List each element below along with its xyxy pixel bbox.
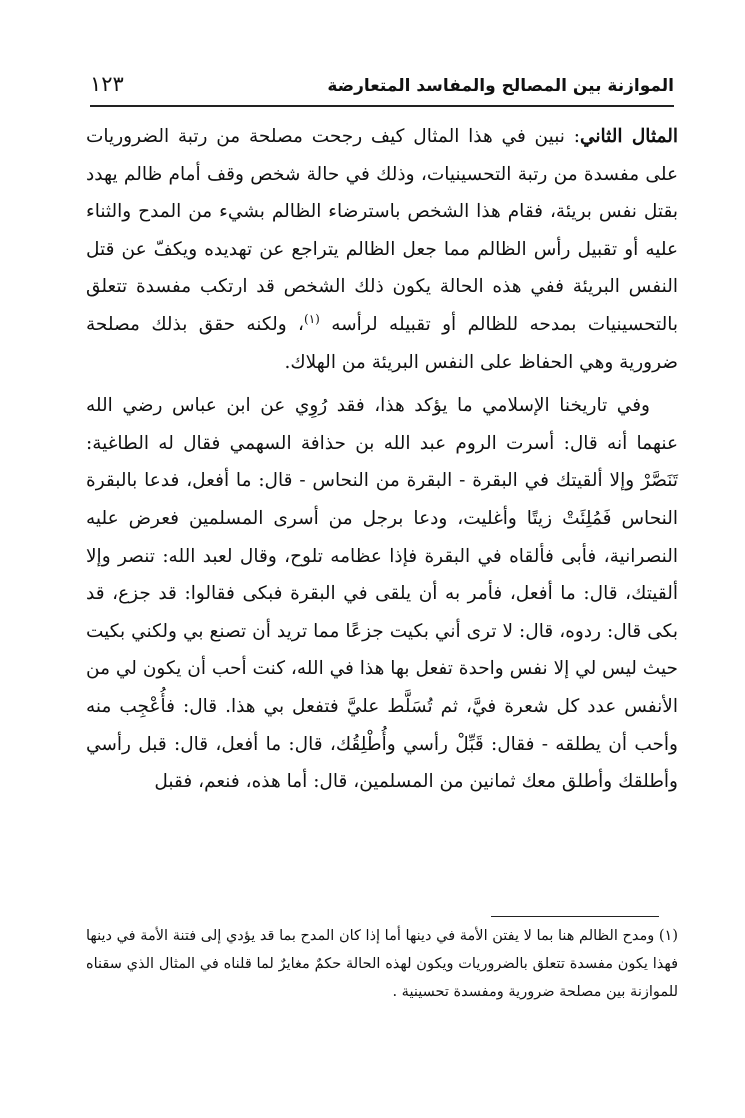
paragraph-example-two [86, 118, 678, 381]
footnote-divider [491, 916, 659, 917]
paragraph-lead-heading: المثال الثاني [579, 126, 678, 147]
paragraph-text: : نبين في هذا المثال كيف رجحت مصلحة من رتبة الضروريات على مفسدة من رتبة التحسينيات، وذلك في حالة شخص وقف أمام ظالم يهدد بقتل نفس بريئة، فقام هذا الشخص باسترضاء الظالم بشيء من المدح والثناء عليه أو تقبيل رأس الظالم مما جعل الظالم يتراجع عن تهديده ويكفّ عن قتل النفس البريئة ففي هذه الحالة يكون ذلك الشخص قد ارتكب مفسدة تتعلق بالتحسينيات بمدحه للظالم أو تقبيله لرأسه [86, 126, 679, 335]
page-number: ١٢٣ [90, 72, 124, 96]
footnote [86, 922, 678, 1006]
footnote-reference[interactable]: (١) [304, 311, 320, 326]
paragraph-historical-account: وفي تاريخنا الإسلامي ما يؤكد هذا، فقد رُوِي عن ابن عباس رضي الله عنهما أنه قال: أسرت الروم عبد الله بن حذافة السهمي فقال له الطاغية: تَنَصَّرْ وإلا ألقيتك في البقرة - البقرة من النحاس - قال: ما أفعل، فدعا بالبقرة النحاس فَمُلِئَتْ زيتًا وأغليت، ودعا برجل من أسرى المسلمين فعرض عليه النصرانية، فأبى فألقاه في البقرة فإذا عظامه تلوح، وقال لعبد الله: تنصر وإلا ألقيتك، قال: ما أفعل، فأمر به أن يلقى في البقرة فبكى فقالوا: قد جزع، قد بكى قال: ردوه، قال: لا ترى أني بكيت جزعًا مما تريد أن تصنع بي ولكني بكيت حيث ليس لي إلا نفس واحدة تفعل بها هذا في الله، كنت أحب أن يكون لي من الأنفس عدد كل شعرة فيَّ، ثم تُسَلَّط عليَّ فتفعل بي هذا. قال: فأُعْجِب منه وأحب أن يطلقه - فقال: قَبِّلْ رأسي وأُطْلِقُك، قال: ما أفعل، قال: قبل رأسي وأطلقك وأطلق معك ثمانين من المسلمين، قال: أما هذه، فنعم، فقبل [86, 395, 678, 793]
header-divider [90, 105, 674, 107]
main-text [86, 118, 678, 801]
running-header-title: الموازنة بين المصالح والمفاسد المتعارضة [327, 76, 674, 96]
paragraph-text-continued: ، ولكنه حقق بذلك مصلحة ضرورية وهي الحفاظ على النفس البريئة من الهلاك. [86, 313, 678, 373]
footnote-text: (١) ومدح الظالم هنا بما لا يفتن الأمة في دينها أما إذا كان المدح بما قد يؤدي إلى فتنة الأمة في دينها فهذا يكون مفسدة تتعلق بالضروريات ويكون لهذه الحالة حكمٌ مغايرٌ لما قلناه في المثال الذي سقناه للموازنة بين مصلحة ضرورية ومفسدة تحسينية . [86, 928, 678, 1000]
running-header [90, 70, 674, 104]
